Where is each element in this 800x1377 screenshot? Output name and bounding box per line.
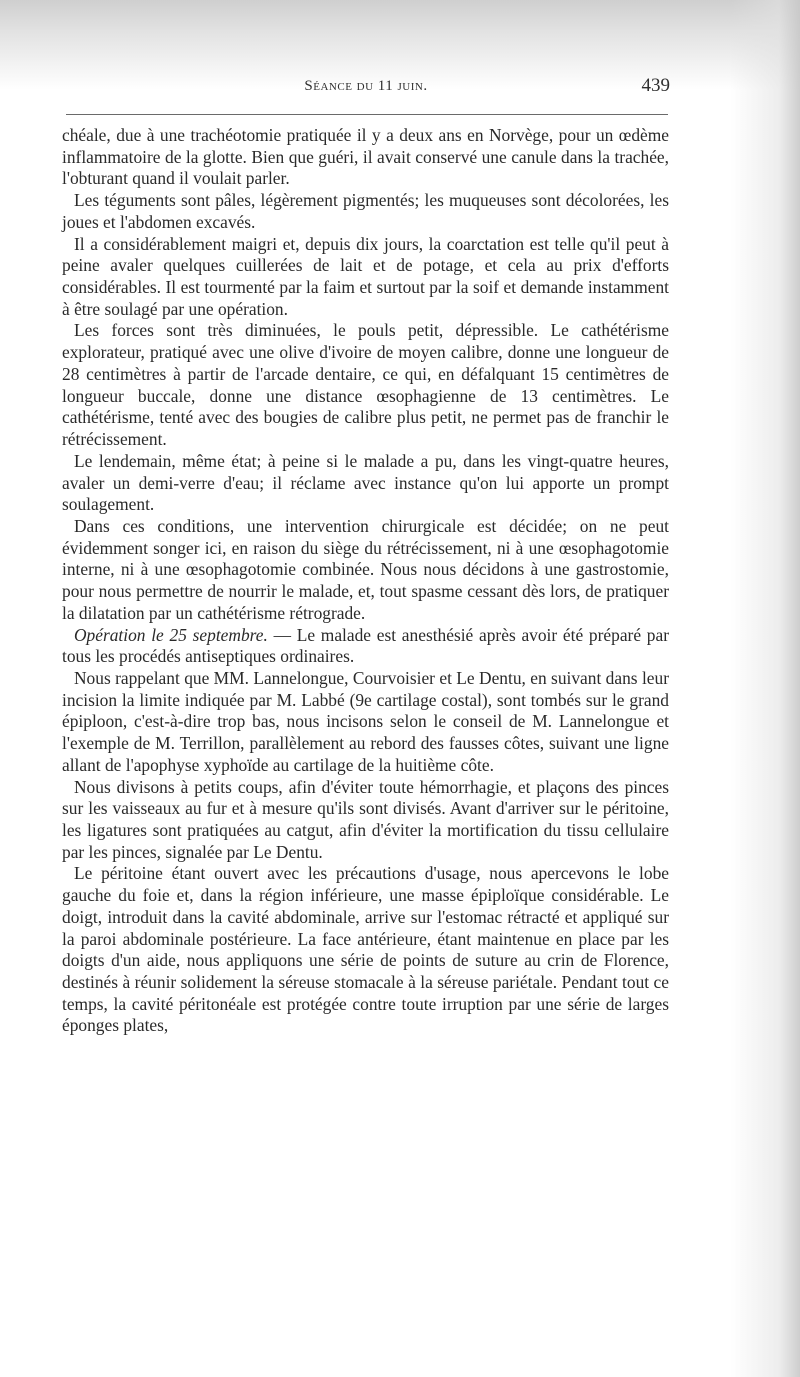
paragraph: Nous divisons à petits coups, afin d'éviter toute hémorrhagie, et plaçons des pinces sur les vaisseaux au fur et à mesure qu'ils sont divisés. Avant d'arriver sur le péritoine, les ligatures sont pratiquées au catgut, afin d'éviter la mortification du tissu cellulaire par les pinces, signalée par Le Dentu. — [62, 776, 669, 862]
paragraph: Les forces sont très diminuées, le pouls petit, dépressible. Le cathétérisme explorateur, pratiqué avec une olive d'ivoire de moyen calibre, donne une longueur de 28 centimètres à partir de l'arcade dentaire, ce qui, en défalquant 15 centimètres de longueur buccale, donne une distance œsophagienne de 13 centimètres. Le cathétérisme, tenté avec des bougies de calibre plus petit, ne permet pas de franchir le rétrécissement. — [62, 320, 669, 450]
running-head — [62, 75, 670, 102]
scan-noise-right — [730, 0, 800, 1377]
header-rule — [66, 114, 668, 115]
paragraph: chéale, due à une trachéotomie pratiquée il y a deux ans en Norvège, pour un œdème inflammatoire de la glotte. Bien que guéri, il avait conservé une canule dans la trachée, l'obturant quand il voulait parler. — [62, 125, 669, 189]
running-title: Séance du 11 juin. — [304, 78, 428, 94]
operation-paragraph — [62, 625, 669, 668]
paragraph: Le lendemain, même état; à peine si le malade a pu, dans les vingt-quatre heures, avaler un demi-verre d'eau; il réclame avec instance qu'on lui apporte un prompt soulagement. — [62, 450, 669, 515]
page-number: 439 — [641, 75, 670, 96]
operation-text: — Le malade est anesthésié après avoir été préparé par tous les procédés antiseptiques ordinaires. — [62, 624, 670, 667]
paragraph: Le péritoine étant ouvert avec les précautions d'usage, nous apercevons le lobe gauche du foie et, dans la région inférieure, une masse épiploïque considérable. Le doigt, introduit dans la cavité abdominale, arrive sur l'estomac rétracté et appliqué sur la paroi abdominale postérieure. La face antérieure, étant maintenue en place par les doigts d'un aide, nous appliquons une série de points de suture au crin de Florence, destinés à réunir solidement la séreuse stomacale à la séreuse pariétale. Pendant tout ce temps, la cavité péritonéale est protégée contre toute irruption par une série de larges éponges plates, — [62, 863, 669, 1036]
paragraph: Il a considérablement maigri et, depuis dix jours, la coarctation est telle qu'il peut à peine avaler quelques cuillerées de lait et de potage, et cela au prix d'efforts considérables. Il est tourmenté par la faim et surtout par la soif et demande instamment à être soulagé par une opération. — [62, 233, 669, 319]
body-text — [62, 125, 669, 1037]
scan-noise-top — [0, 0, 800, 90]
paragraph: Dans ces conditions, une intervention chirurgicale est décidée; on ne peut évidemment songer ici, en raison du siège du rétrécissement, ni à une œsophagotomie interne, ni à une œsophagotomie combinée. Nous nous décidons à une gastrostomie, pour nous permettre de nourrir le malade, et, tout spasme cessant dès lors, de pratiquer la dilatation par un cathétérisme rétrograde. — [62, 515, 669, 623]
paragraph: Nous rappelant que MM. Lannelongue, Courvoisier et Le Dentu, en suivant dans leur incision la limite indiquée par M. Labbé (9e cartilage costal), sont tombés sur le grand épiploon, c'est-à-dire trop bas, nous incisons selon le conseil de M. Lannelongue et l'exemple de M. Terrillon, parallèlement au rebord des fausses côtes, suivant une ligne allant de l'apophyse xyphoïde au cartilage de la huitième côte. — [62, 667, 669, 775]
paragraph: Les téguments sont pâles, légèrement pigmentés; les muqueuses sont décolorées, les joues et l'abdomen excavés. — [62, 190, 669, 232]
operation-heading: Opération le 25 septembre. — [74, 624, 268, 645]
